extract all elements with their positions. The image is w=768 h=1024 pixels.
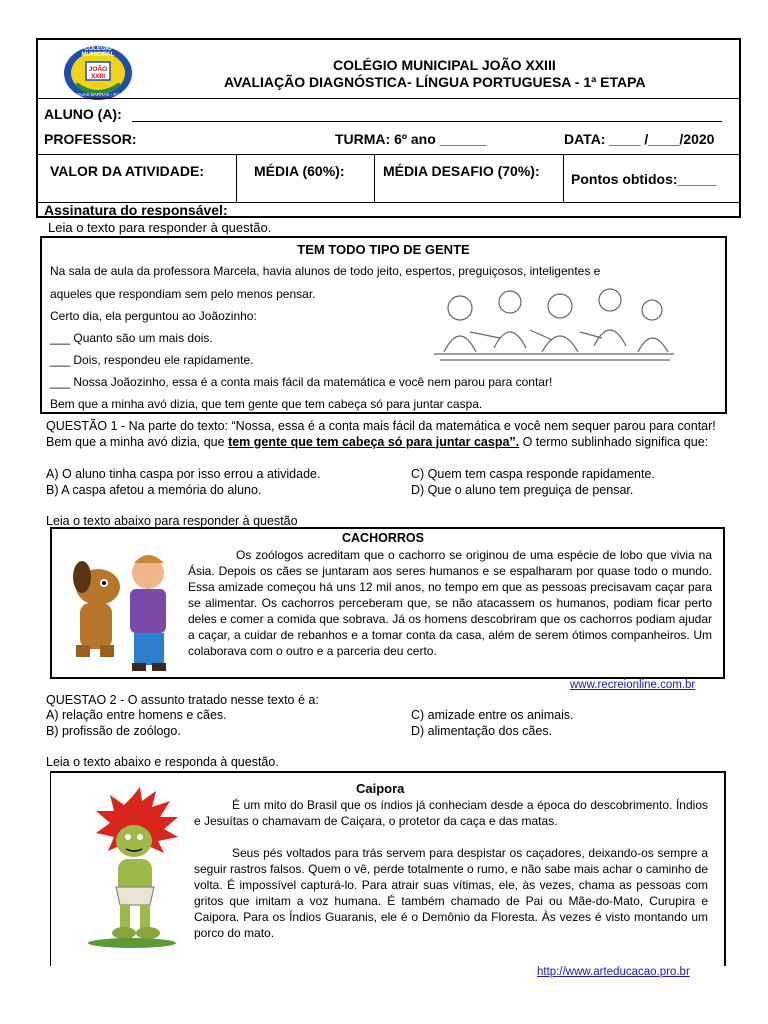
text3-paragraph1: É um mito do Brasil que os índios já conheciam desde a época do descobrimento. Índios e Jesuítas o chamavam de Caiçara, o protetor da caça e das matas. <box>194 798 708 828</box>
text3-title: Caipora <box>356 781 405 796</box>
data-label: DATA: ____ /____/2020 <box>564 131 715 147</box>
q2-option-c[interactable]: C) amizade entre os animais. <box>411 708 574 722</box>
text1-box <box>40 236 727 414</box>
q2-option-a[interactable]: A) relação entre homens e cães. <box>46 708 227 722</box>
text2-body: Os zoólogos acreditam que o cachorro se originou de uma espécie de lobo que vivia na Ásia. Depois os cães se juntaram aos seres humanos e se espalharam por quase todo o mundo. Essa amizade começou há uns 12 mil anos, no tempo em que as pessoas precisavam caçar para se alimentar. Os cachorros perceberam que, se não atacassem os humanos, podiam ficar perto deles e comer a comida que sobrava. Já os homens descobriram que os cachorros podiam ajudar a caçar, a cuidar de rebanhos e a tomar conta da casa, além de serem ótimos companheiros. Um colaborava com o outro e a parceria deu certo. <box>188 548 712 658</box>
q1-option-b[interactable]: B) A caspa afetou a memória do aluno. <box>46 483 262 497</box>
text2-source-link[interactable]: www.recreionline.com.br <box>570 679 696 691</box>
school-logo <box>56 44 140 102</box>
question2: QUESTAO 2 - O assunto tratado nesse texto é a: <box>46 693 319 707</box>
q1-option-c[interactable]: C) Quem tem caspa responde rapidamente. <box>411 467 655 481</box>
q2-option-b[interactable]: B) profissão de zoólogo. <box>46 724 181 738</box>
text2-title: CACHORROS <box>342 531 424 545</box>
text2-box <box>50 527 725 679</box>
question1-underlined: tem gente que tem cabeça só para juntar caspa”. <box>228 434 520 449</box>
text3-source-link[interactable]: http://www.arteducacao.pro.br <box>537 966 690 978</box>
question1-label: QUESTÃO 1 - <box>46 419 126 433</box>
text3-box <box>50 771 726 966</box>
aluno-label: ALUNO (A): <box>44 106 122 122</box>
text2-intro: Leia o texto abaixo para responder à questão <box>46 514 298 528</box>
q1-option-d[interactable]: D) Que o aluno tem preguiça de pensar. <box>411 483 634 497</box>
logo-text-top: COLÉGIO MUNICIPAL <box>81 46 115 58</box>
text1-line: ___ Quanto são um mais dois. <box>50 331 213 345</box>
text3-paragraph2: Seus pés voltados para trás servem para despistar os caçadores, deixando-os sempre a seguir rastros falsos. Quem o vê, perde totalmente o rumo, e não sabe mais achar o caminho de volta. É impossível capturá-lo. Para atrair suas vítimas, ele, às vezes, chama as pessoas com gritos que imitam a voz humana. É também chamado de Pai ou Mãe-do-Mato, Curupira e Caipora. Para os Índios Guaranis, ele é o Demônio da Floresta. Às vezes é visto montando um porco do mato. <box>194 846 708 940</box>
text1-line: ___ Dois, respondeu ele rapidamente. <box>50 353 254 367</box>
text1-line: Certo dia, ela perguntou ao Joãozinho: <box>50 309 257 323</box>
q1-option-a[interactable]: A) O aluno tinha caspa por isso errou a atividade. <box>46 467 321 481</box>
text3-intro: Leia o texto abaixo e responda à questão. <box>46 755 279 769</box>
classroom-illustration <box>430 282 678 364</box>
caipora-illustration <box>72 787 192 951</box>
question1-text-a: Na parte do texto: “Nossa, essa é a conta mais fácil da matemática e você nem sequer parou para contar! Bem que a minha avó dizia, que <box>46 419 716 449</box>
dog-and-man-illustration <box>62 547 180 673</box>
text1-line: Na sala de aula da professora Marcela, havia alunos de todo jeito, espertos, preguiçosos, inteligentes e <box>50 264 601 278</box>
media-label: MÉDIA (60%): <box>254 163 345 179</box>
text1-line: aqueles que respondiam sem pelo menos pensar. <box>50 287 316 301</box>
question1-text-b: O termo sublinhado significa que: <box>519 434 709 449</box>
question1 <box>46 419 736 450</box>
school-name: COLÉGIO MUNICIPAL JOÃO XXIII <box>333 57 556 73</box>
text1-line: ___ Nossa Joãozinho, essa é a conta mais fácil da matemática e você nem parou para contar! <box>50 375 553 389</box>
text1-line: Bem que a minha avó dizia, que tem gente que tem cabeça só para juntar caspa. <box>50 397 483 411</box>
aluno-line[interactable] <box>132 121 722 122</box>
exam-title: AVALIAÇÃO DIAGNÓSTICA- LÍNGUA PORTUGUESA - 1ª ETAPA <box>224 74 646 90</box>
media-desafio-label: MÉDIA DESAFIO (70%): <box>383 163 540 179</box>
turma-label: TURMA: 6º ano ______ <box>335 131 487 147</box>
logo-text-bottom: DUAS BARRAS - RJ <box>77 92 119 97</box>
text1-intro: Leia o texto para responder à questão. <box>48 220 272 235</box>
text1-title: TEM TODO TIPO DE GENTE <box>297 242 470 257</box>
logo-text-middle: JOÃO XXIII <box>88 66 108 80</box>
q2-option-d[interactable]: D) alimentação dos cães. <box>411 724 553 738</box>
valor-label: VALOR DA ATIVIDADE: <box>50 163 204 179</box>
professor-label: PROFESSOR: <box>44 131 137 147</box>
pontos-label: Pontos obtidos:_____ <box>571 171 717 187</box>
assinatura-label: Assinatura do responsável: <box>44 202 228 218</box>
header-table <box>36 38 741 218</box>
